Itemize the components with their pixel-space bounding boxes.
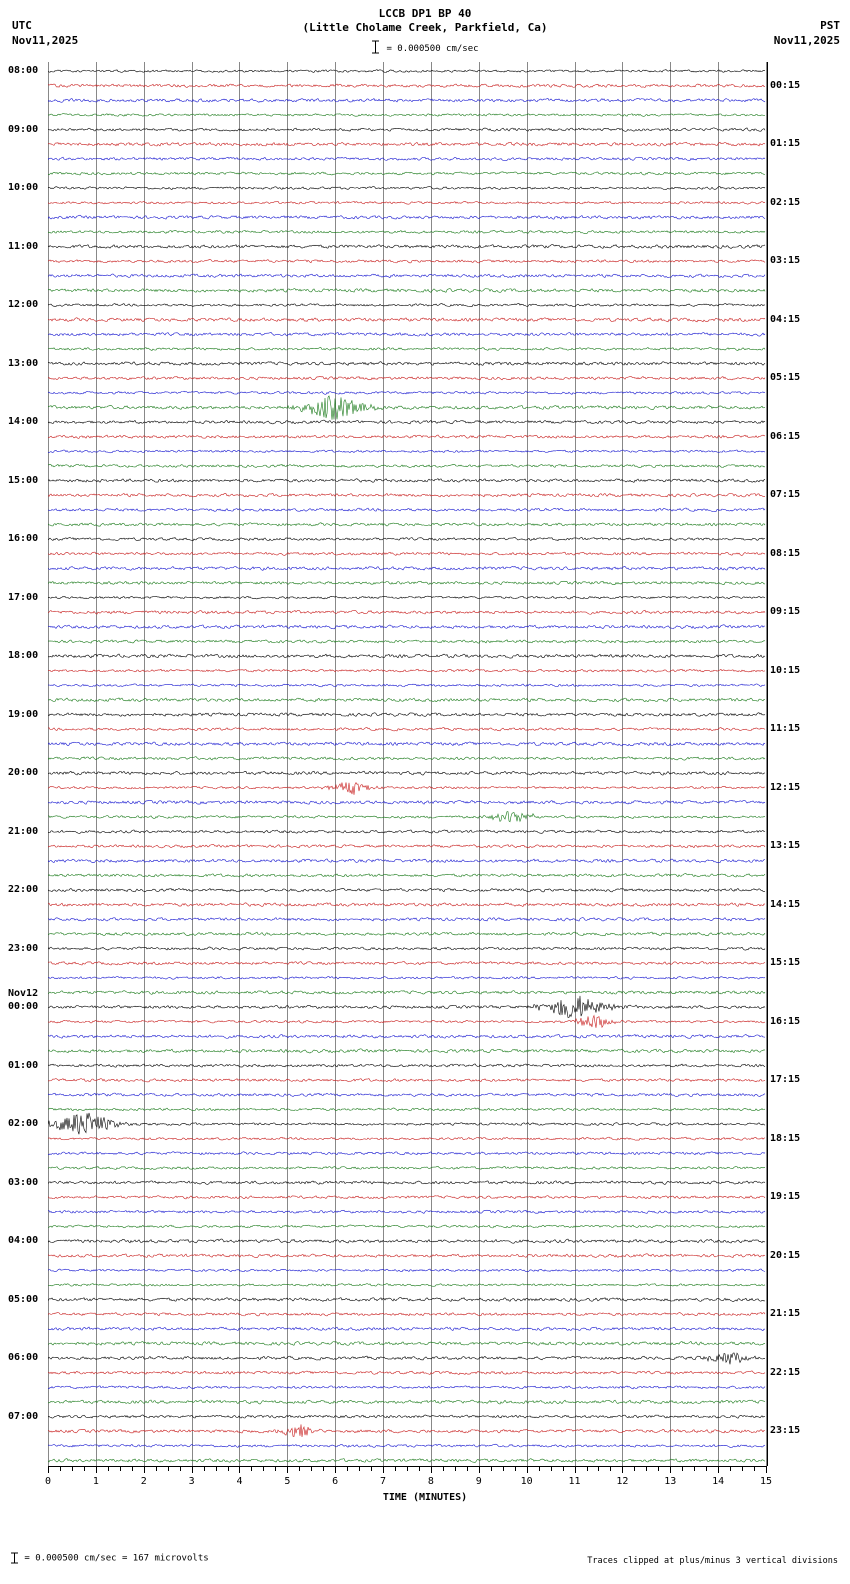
trace-15 [48, 289, 765, 293]
trace-18 [48, 332, 765, 336]
left-timezone: UTC [12, 19, 32, 32]
right-hour-label-1515: 15:15 [770, 957, 801, 969]
xtick-label-7: 7 [380, 1476, 387, 1487]
xtick-label-14: 14 [712, 1476, 725, 1487]
xtick-11 [575, 1466, 576, 1473]
trace-76 [48, 1181, 765, 1185]
trace-91 [48, 1400, 765, 1404]
left-hour-label-1500: 15:00 [8, 474, 39, 486]
xtick-minor-12-2 [646, 1466, 647, 1471]
trace-51 [48, 812, 765, 822]
right-hour-label-0915: 09:15 [770, 606, 801, 618]
trace-68 [48, 1064, 765, 1067]
scale-reference [0, 40, 850, 57]
xtick-minor-9-3 [515, 1466, 516, 1471]
trace-23 [48, 396, 765, 420]
trace-61 [48, 961, 765, 965]
xtick-4 [239, 1466, 240, 1473]
left-hour-label-0400: 04:00 [8, 1235, 39, 1247]
trace-41 [48, 669, 765, 672]
xtick-minor-4-1 [251, 1466, 252, 1471]
xtick-minor-6-1 [347, 1466, 348, 1471]
trace-62 [48, 976, 765, 979]
trace-45 [48, 727, 765, 730]
left-hour-label-1700: 17:00 [8, 591, 39, 603]
trace-28 [48, 479, 765, 483]
xtick-minor-5-1 [299, 1466, 300, 1471]
trace-48 [48, 771, 765, 775]
xtick-minor-1-3 [132, 1466, 133, 1471]
xtick-minor-3-1 [204, 1466, 205, 1471]
trace-25 [48, 435, 765, 438]
right-hour-label-0715: 07:15 [770, 489, 801, 501]
xtick-14 [718, 1466, 719, 1473]
trace-64 [48, 996, 765, 1018]
xtick-8 [431, 1466, 432, 1473]
xtick-minor-14-1 [730, 1466, 731, 1471]
xtick-minor-5-3 [323, 1466, 324, 1471]
right-hour-label-0315: 03:15 [770, 255, 801, 267]
trace-22 [48, 391, 765, 394]
xtick-minor-11-1 [587, 1466, 588, 1471]
left-hour-label-0600: 06:00 [8, 1352, 39, 1364]
chart-header [0, 0, 850, 56]
xtick-minor-1-2 [120, 1466, 121, 1471]
trace-33 [48, 552, 765, 555]
trace-66 [48, 1034, 765, 1038]
left-hour-label-1900: 19:00 [8, 708, 39, 720]
header-title-block [0, 7, 850, 35]
right-hour-label-1815: 18:15 [770, 1132, 801, 1144]
xtick-1 [96, 1466, 97, 1473]
xtick-label-3: 3 [188, 1476, 195, 1487]
xtick-5 [287, 1466, 288, 1473]
xtick-minor-13-2 [694, 1466, 695, 1471]
trace-78 [48, 1210, 765, 1213]
trace-73 [48, 1137, 765, 1140]
right-hour-label-2115: 21:15 [770, 1308, 801, 1320]
xtick-minor-14-3 [754, 1466, 755, 1471]
trace-38 [48, 625, 765, 629]
left-hour-label-0800: 08:00 [8, 65, 39, 77]
xtick-label-0: 0 [44, 1476, 52, 1487]
left-date: Nov11,2025 [12, 34, 79, 47]
right-hour-label-0115: 01:15 [770, 138, 801, 150]
trace-12 [48, 245, 765, 249]
xtick-13 [670, 1466, 671, 1473]
trace-77 [48, 1196, 765, 1199]
trace-14 [48, 274, 765, 278]
left-hour-label-2300: 23:00 [8, 942, 39, 954]
right-hour-label-2315: 23:15 [770, 1425, 801, 1437]
right-hour-label-2015: 20:15 [770, 1249, 801, 1261]
trace-34 [48, 566, 765, 570]
trace-84 [48, 1298, 765, 1302]
left-hour-label-0500: 05:00 [8, 1293, 39, 1305]
right-hour-label-0815: 08:15 [770, 547, 801, 559]
xtick-minor-10-3 [563, 1466, 564, 1471]
trace-44 [48, 713, 765, 717]
xtick-9 [479, 1466, 480, 1473]
xtick-minor-3-3 [228, 1466, 229, 1471]
xtick-minor-11-3 [610, 1466, 611, 1471]
trace-3 [48, 114, 765, 117]
trace-39 [48, 640, 765, 643]
helicorder-plot [48, 62, 766, 1466]
trace-4 [48, 128, 765, 132]
left-day-marker: Nov12 [8, 988, 39, 1000]
trace-21 [48, 376, 765, 379]
xtick-minor-2-2 [168, 1466, 169, 1471]
trace-70 [48, 1093, 765, 1097]
trace-17 [48, 318, 765, 322]
trace-86 [48, 1327, 765, 1331]
xtick-minor-7-3 [419, 1466, 420, 1471]
trace-53 [48, 844, 765, 848]
footer-scale-text: = 0.000500 cm/sec = 167 microvolts [24, 1553, 209, 1564]
right-hour-label-0515: 05:15 [770, 372, 801, 384]
left-hour-label-1600: 16:00 [8, 533, 39, 545]
trace-50 [48, 800, 765, 804]
xtick-12 [622, 1466, 623, 1473]
trace-54 [48, 859, 765, 863]
xtick-label-10: 10 [520, 1476, 533, 1487]
left-hour-label-2200: 22:00 [8, 884, 39, 896]
xtick-2 [144, 1466, 145, 1473]
xtick-0 [48, 1466, 49, 1473]
trace-92 [48, 1415, 765, 1418]
xtick-minor-13-1 [682, 1466, 683, 1471]
trace-35 [48, 581, 765, 584]
right-hour-label-0415: 04:15 [770, 313, 801, 325]
trace-8 [48, 187, 765, 190]
trace-89 [48, 1371, 765, 1375]
trace-79 [48, 1225, 765, 1228]
chart-subtitle: (Little Cholame Creek, Parkfield, Ca) [302, 21, 548, 34]
trace-57 [48, 903, 765, 907]
right-hour-label-0615: 06:15 [770, 430, 801, 442]
trace-43 [48, 698, 765, 702]
trace-27 [48, 464, 765, 467]
right-hour-label-1415: 14:15 [770, 898, 801, 910]
left-hour-label-0300: 03:00 [8, 1176, 39, 1188]
footer-scale-icon [10, 1554, 24, 1564]
xtick-minor-11-2 [598, 1466, 599, 1471]
left-hour-label-2100: 21:00 [8, 825, 39, 837]
trace-95 [48, 1459, 765, 1463]
trace-69 [48, 1079, 765, 1082]
trace-2 [48, 98, 765, 102]
xtick-minor-6-2 [359, 1466, 360, 1471]
xtick-minor-5-2 [311, 1466, 312, 1471]
xtick-15 [766, 1466, 767, 1473]
xtick-label-4: 4 [236, 1476, 243, 1487]
chart-title: LCCB DP1 BP 40 [378, 7, 472, 20]
right-hour-label-1615: 16:15 [770, 1015, 801, 1027]
xtick-minor-9-1 [491, 1466, 492, 1471]
trace-55 [48, 874, 765, 877]
trace-90 [48, 1386, 765, 1389]
xtick-label-12: 12 [616, 1476, 629, 1487]
trace-5 [48, 142, 765, 146]
right-timezone: PST [820, 19, 840, 32]
right-hour-label-1215: 12:15 [770, 781, 801, 793]
right-date: Nov11,2025 [773, 34, 840, 47]
right-hour-label-1715: 17:15 [770, 1074, 801, 1086]
xtick-minor-3-2 [216, 1466, 217, 1471]
xtick-label-1: 1 [92, 1476, 99, 1487]
xtick-minor-2-3 [180, 1466, 181, 1471]
trace-94 [48, 1444, 765, 1447]
xtick-minor-8-2 [455, 1466, 456, 1471]
trace-85 [48, 1313, 765, 1316]
footer-clip-note: Traces clipped at plus/minus 3 vertical divisions [587, 1556, 838, 1566]
trace-52 [48, 830, 765, 833]
left-hour-label-0700: 07:00 [8, 1410, 39, 1422]
trace-24 [48, 420, 765, 424]
xtick-6 [335, 1466, 336, 1473]
trace-80 [48, 1239, 765, 1243]
trace-81 [48, 1254, 765, 1258]
trace-47 [48, 757, 765, 761]
trace-10 [48, 215, 765, 219]
xtick-minor-6-3 [371, 1466, 372, 1471]
trace-75 [48, 1166, 765, 1169]
xtick-minor-10-2 [551, 1466, 552, 1471]
xtick-7 [383, 1466, 384, 1473]
footer-scale-note [10, 1552, 209, 1564]
xtick-minor-12-3 [658, 1466, 659, 1471]
trace-31 [48, 523, 765, 527]
right-hour-label-1115: 11:15 [770, 723, 801, 735]
xtick-minor-7-1 [395, 1466, 396, 1471]
trace-67 [48, 1049, 765, 1053]
xtick-label-9: 9 [475, 1476, 482, 1487]
xtick-3 [192, 1466, 193, 1473]
xtick-minor-10-1 [539, 1466, 540, 1471]
seismic-traces [48, 62, 766, 1466]
left-hour-label-1400: 14:00 [8, 416, 39, 428]
xtick-minor-0-2 [72, 1466, 73, 1471]
trace-82 [48, 1269, 765, 1272]
trace-13 [48, 260, 765, 263]
trace-1 [48, 84, 765, 88]
trace-56 [48, 888, 765, 892]
scale-bar-icon [371, 40, 380, 57]
left-hour-label-0000: 00:00 [8, 1001, 39, 1013]
trace-11 [48, 230, 765, 233]
xtick-minor-1-1 [108, 1466, 109, 1471]
left-hour-label-1100: 11:00 [8, 240, 39, 252]
trace-74 [48, 1152, 765, 1155]
scale-label: = 0.000500 cm/sec [386, 44, 479, 54]
trace-58 [48, 918, 765, 922]
left-hour-label-1300: 13:00 [8, 357, 39, 369]
left-hour-label-2000: 20:00 [8, 767, 39, 779]
left-hour-label-0900: 09:00 [8, 123, 39, 135]
xtick-label-13: 13 [664, 1476, 677, 1487]
trace-40 [48, 654, 765, 658]
right-hour-label-1915: 19:15 [770, 1191, 801, 1203]
xtick-label-11: 11 [568, 1476, 581, 1487]
left-hour-label-0100: 01:00 [8, 1059, 39, 1071]
trace-88 [48, 1353, 765, 1364]
x-axis-ticks [48, 1466, 766, 1476]
trace-6 [48, 157, 765, 160]
trace-63 [48, 991, 765, 995]
xtick-label-15: 15 [759, 1476, 773, 1487]
left-hour-label-1800: 18:00 [8, 650, 39, 662]
trace-9 [48, 201, 765, 204]
xtick-minor-8-3 [467, 1466, 468, 1471]
trace-37 [48, 610, 765, 614]
left-hour-label-1200: 12:00 [8, 299, 39, 311]
trace-60 [48, 947, 765, 950]
trace-65 [48, 1016, 765, 1028]
trace-42 [48, 684, 765, 687]
trace-30 [48, 508, 765, 512]
trace-59 [48, 932, 765, 936]
right-hour-label-0015: 00:15 [770, 79, 801, 91]
right-hour-label-1315: 13:15 [770, 840, 801, 852]
left-hour-label-0200: 02:00 [8, 1118, 39, 1130]
xtick-label-6: 6 [332, 1476, 339, 1487]
trace-29 [48, 493, 765, 497]
xtick-minor-4-2 [263, 1466, 264, 1471]
trace-87 [48, 1341, 765, 1345]
trace-26 [48, 450, 765, 453]
x-axis-title: TIME (MINUTES) [382, 1492, 468, 1503]
left-hour-label-1000: 10:00 [8, 182, 39, 194]
xtick-minor-4-3 [275, 1466, 276, 1471]
right-hour-label-0215: 02:15 [770, 196, 801, 208]
xtick-minor-8-1 [443, 1466, 444, 1471]
xtick-minor-2-1 [156, 1466, 157, 1471]
trace-49 [48, 782, 765, 794]
xtick-label-8: 8 [427, 1476, 434, 1487]
trace-93 [48, 1424, 765, 1437]
xtick-10 [527, 1466, 528, 1473]
right-hour-label-1015: 10:15 [770, 664, 801, 676]
gridline-minute-15 [766, 62, 767, 1466]
xtick-minor-12-1 [634, 1466, 635, 1471]
trace-19 [48, 347, 765, 350]
trace-46 [48, 742, 765, 746]
trace-16 [48, 303, 765, 306]
trace-71 [48, 1108, 765, 1111]
right-hour-label-2215: 22:15 [770, 1366, 801, 1378]
xtick-minor-14-2 [742, 1466, 743, 1471]
trace-83 [48, 1284, 765, 1287]
trace-7 [48, 172, 765, 175]
trace-72 [48, 1113, 765, 1134]
xtick-label-5: 5 [284, 1476, 291, 1487]
trace-20 [48, 362, 765, 366]
xtick-minor-13-3 [706, 1466, 707, 1471]
xtick-minor-0-3 [84, 1466, 85, 1471]
trace-32 [48, 537, 765, 540]
xtick-label-2: 2 [140, 1476, 147, 1487]
xtick-minor-0-1 [60, 1466, 61, 1471]
trace-36 [48, 596, 765, 599]
xtick-minor-7-2 [407, 1466, 408, 1471]
trace-0 [48, 70, 765, 73]
xtick-minor-9-2 [503, 1466, 504, 1471]
